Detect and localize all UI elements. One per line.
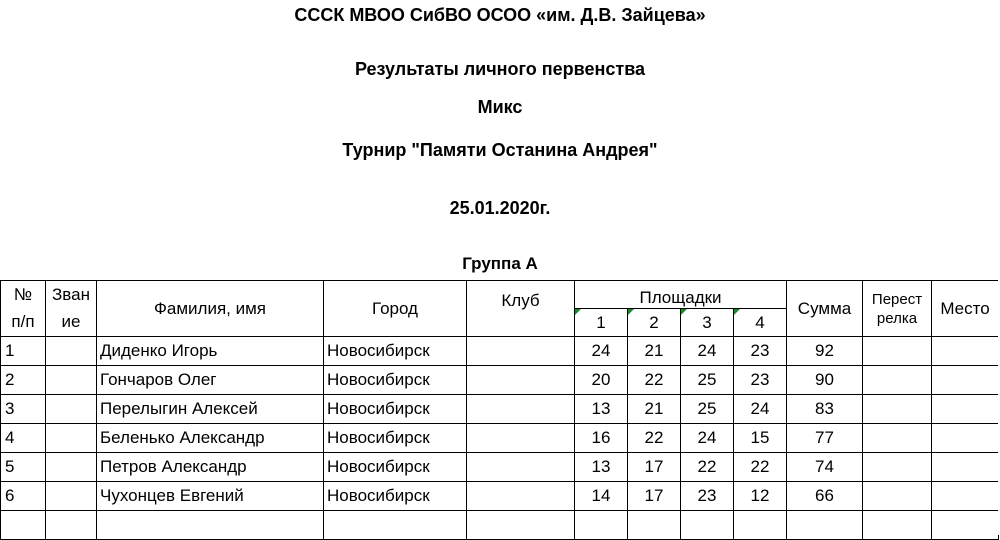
row-rank <box>46 424 97 453</box>
row-sum: 66 <box>787 482 863 511</box>
row-club <box>467 453 575 482</box>
header-reshoot-bottom: релка <box>876 309 918 327</box>
row-name: Перелыгин Алексей <box>97 395 324 424</box>
row-num: 4 <box>1 424 46 453</box>
row-score-2: 21 <box>628 337 681 366</box>
header-reshoot-top: Перест <box>871 290 923 308</box>
header-court-1: 1 <box>575 309 628 337</box>
row-num: 1 <box>1 337 46 366</box>
row-score-4: 23 <box>734 337 787 366</box>
row-reshoot <box>863 337 932 366</box>
header-rank-bottom: ие <box>46 309 97 337</box>
row-num: 5 <box>1 453 46 482</box>
row-score-3: 23 <box>681 482 734 511</box>
header-city: Город <box>324 281 467 337</box>
row-rank <box>46 395 97 424</box>
row-sum: 92 <box>787 337 863 366</box>
row-sum: 74 <box>787 453 863 482</box>
row-score-1: 20 <box>575 366 628 395</box>
header-courts: Площадки <box>575 281 787 309</box>
empty-cell <box>97 511 324 540</box>
row-club <box>467 395 575 424</box>
header-rank-top: Зван <box>46 281 97 309</box>
row-city: Новосибирск <box>324 453 467 482</box>
row-score-4: 15 <box>734 424 787 453</box>
row-reshoot <box>863 366 932 395</box>
empty-cell <box>46 511 97 540</box>
row-city: Новосибирск <box>324 337 467 366</box>
row-place <box>932 337 999 366</box>
row-name: Диденко Игорь <box>97 337 324 366</box>
row-num: 3 <box>1 395 46 424</box>
organization-title: СССК МВОО СибВО ОСОО «им. Д.В. Зайцева» <box>294 5 706 25</box>
header-num-top: № <box>1 281 46 309</box>
row-sum: 83 <box>787 395 863 424</box>
row-score-4: 24 <box>734 395 787 424</box>
row-place <box>932 482 999 511</box>
row-score-1: 13 <box>575 395 628 424</box>
row-score-1: 13 <box>575 453 628 482</box>
empty-cell <box>734 511 787 540</box>
header-sum: Сумма <box>787 281 863 337</box>
row-place <box>932 453 999 482</box>
header-place: Место <box>932 281 999 337</box>
table-row-empty <box>1 511 999 540</box>
empty-cell <box>787 511 863 540</box>
row-rank <box>46 337 97 366</box>
row-score-1: 14 <box>575 482 628 511</box>
document-title: Результаты личного первенства <box>354 59 646 79</box>
row-score-2: 17 <box>628 482 681 511</box>
row-city: Новосибирск <box>324 482 467 511</box>
row-score-3: 25 <box>681 366 734 395</box>
empty-cell <box>628 511 681 540</box>
row-name: Гончаров Олег <box>97 366 324 395</box>
row-score-4: 23 <box>734 366 787 395</box>
row-score-3: 22 <box>681 453 734 482</box>
empty-cell <box>324 511 467 540</box>
table-row <box>1 482 999 511</box>
row-name: Петров Александр <box>97 453 324 482</box>
header-reshoot <box>863 281 932 337</box>
empty-cell <box>467 511 575 540</box>
row-score-1: 24 <box>575 337 628 366</box>
row-num: 2 <box>1 366 46 395</box>
row-score-1: 16 <box>575 424 628 453</box>
row-city: Новосибирск <box>324 366 467 395</box>
row-score-4: 22 <box>734 453 787 482</box>
empty-cell <box>681 511 734 540</box>
empty-cell <box>575 511 628 540</box>
row-rank <box>46 453 97 482</box>
row-place <box>932 366 999 395</box>
header-court-4: 4 <box>734 309 787 337</box>
header-court-2: 2 <box>628 309 681 337</box>
row-rank <box>46 482 97 511</box>
row-club <box>467 337 575 366</box>
category-label: Микс <box>477 97 523 117</box>
table-row <box>1 395 999 424</box>
row-score-3: 24 <box>681 424 734 453</box>
row-club <box>467 366 575 395</box>
results-table <box>0 280 999 540</box>
header-club: Клуб <box>467 281 575 337</box>
empty-cell <box>1 511 46 540</box>
row-score-2: 17 <box>628 453 681 482</box>
row-score-2: 21 <box>628 395 681 424</box>
row-club <box>467 482 575 511</box>
table-row <box>1 424 999 453</box>
row-reshoot <box>863 395 932 424</box>
row-score-3: 24 <box>681 337 734 366</box>
row-city: Новосибирск <box>324 424 467 453</box>
event-date: 25.01.2020г. <box>449 198 551 218</box>
row-city: Новосибирск <box>324 395 467 424</box>
group-label: Группа А <box>462 254 538 273</box>
table-row <box>1 337 999 366</box>
row-place <box>932 395 999 424</box>
row-club <box>467 424 575 453</box>
row-name: Беленько Александр <box>97 424 324 453</box>
header-num-bottom: п/п <box>1 309 46 337</box>
row-score-3: 25 <box>681 395 734 424</box>
header-court-3: 3 <box>681 309 734 337</box>
row-score-2: 22 <box>628 366 681 395</box>
empty-cell <box>932 511 999 540</box>
table-row <box>1 453 999 482</box>
row-score-2: 22 <box>628 424 681 453</box>
row-name: Чухонцев Евгений <box>97 482 324 511</box>
row-num: 6 <box>1 482 46 511</box>
row-reshoot <box>863 453 932 482</box>
row-rank <box>46 366 97 395</box>
header-name: Фамилия, имя <box>97 281 324 337</box>
tournament-title: Турнир "Памяти Останина Андрея" <box>342 140 658 160</box>
table-row <box>1 366 999 395</box>
row-place <box>932 424 999 453</box>
table-header-row <box>1 281 999 309</box>
empty-cell <box>863 511 932 540</box>
row-score-4: 12 <box>734 482 787 511</box>
row-reshoot <box>863 482 932 511</box>
row-sum: 90 <box>787 366 863 395</box>
row-sum: 77 <box>787 424 863 453</box>
row-reshoot <box>863 424 932 453</box>
